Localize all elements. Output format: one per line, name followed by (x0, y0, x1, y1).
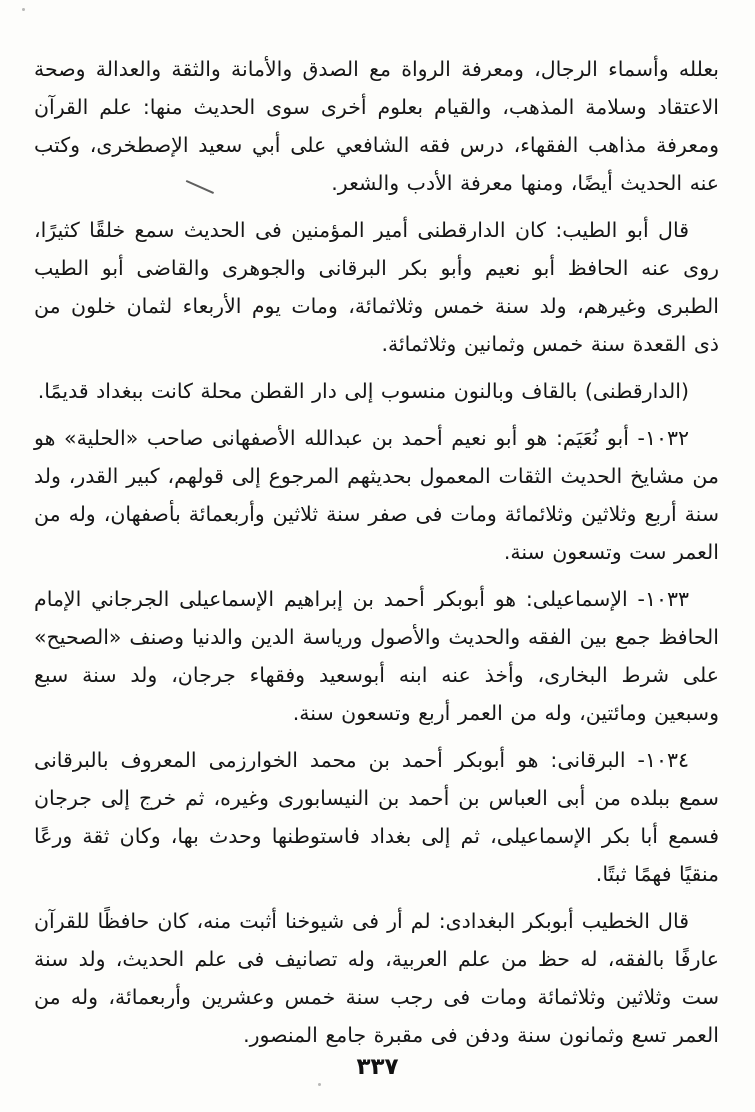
entry-1034-barqani: ١٠٣٤- البرقانى: هو أبوبكر أحمد بن محمد الخوارزمى المعروف بالبرقانى سمع ببلده من أبى العباس بن أحمد بن النيسابورى وغيره، ثم خرج إلى جرجان فسمع أبا بكر الإسماعيلى، ثم إلى بغداد فاستوطنها وحدث بها، وكان ثقة ورعًا منقيًا فهمًا ثبتًا. (34, 748, 719, 886)
entry-1032-abu-nuaym: ١٠٣٢- أبو نُعَيَم: هو أبو نعيم أحمد بن عبدالله الأصفهانى صاحب «الحلية» هو من مشايخ الحديث الثقات المعمول بحديثهم المرجوع إلى قولهم، كبير القدر، ولد سنة أربع وثلاثين وثلائمائة ومات فى صفر سنة ثلاثين وأربعمائة بأصفهان، وله من العمر ست وتسعون سنة. (34, 426, 719, 564)
paragraph-continuation: بعلله وأسماء الرجال، ومعرفة الرواة مع الصدق والأمانة والثقة والعدالة وصحة الاعتقاد وسلامة المذهب، والقيام بعلوم أخرى سوى الحديث منها: علم القرآن ومعرفة مذاهب الفقهاء، درس فقه الشافعي على أبي سعيد الإصطخرى، وكتب عنه الحديث أيضًا، ومنها معرفة الأدب والشعر. (34, 57, 719, 195)
paragraph-khatib-baghdadi-quote: قال الخطيب أبوبكر البغدادى: لم أر فى شيوخنا أثبت منه، كان حافظًا للقرآن عارفًا بالفقه، له حظ من علم العربية، وله تصانيف فى علم الحديث، ولد سنة ست وثلاثين وثلاثمائة ومات فى رجب سنة خمس وعشرين وأربعمائة، وله من العمر تسع وثمانون سنة ودفن فى مقبرة جامع المنصور. (34, 909, 719, 1047)
paragraph-daraqutni-nisba-note: (الدارقطنى) بالقاف وبالنون منسوب إلى دار القطن محلة كانت ببغداد قديمًا. (37, 379, 689, 403)
scan-speck (22, 8, 25, 11)
scan-speck (318, 1083, 321, 1086)
page-number: ٣٣٧ (356, 1054, 399, 1080)
paragraph-abu-altayyib-quote: قال أبو الطيب: كان الدارقطنى أمير المؤمنين فى الحديث سمع خلقًا كثيرًا، روى عنه الحافظ أبو نعيم وأبو بكر البرقانى والجوهرى والقاضى أبو الطيب الطبرى وغيرهم، ولد سنة خمس وثلاثمائة، ومات يوم الأربعاء لثمان خلون من ذى القعدة سنة خمس وثمانين وثلاثمائة. (34, 218, 719, 356)
entry-1033-ismaili: ١٠٣٣- الإسماعيلى: هو أبوبكر أحمد بن إبراهيم الإسماعيلى الجرجاني الإمام الحافظ جمع بين الفقه والحديث والأصول ورياسة الدين والدنيا وصنف «الصحيح» على شرط البخارى، وأخذ عنه ابنه أبوسعيد وفقهاء جرجان، ولد سنة سبع وسبعين ومائتين، وله من العمر أربع وتسعون سنة. (34, 587, 719, 725)
body-text (34, 50, 719, 1054)
